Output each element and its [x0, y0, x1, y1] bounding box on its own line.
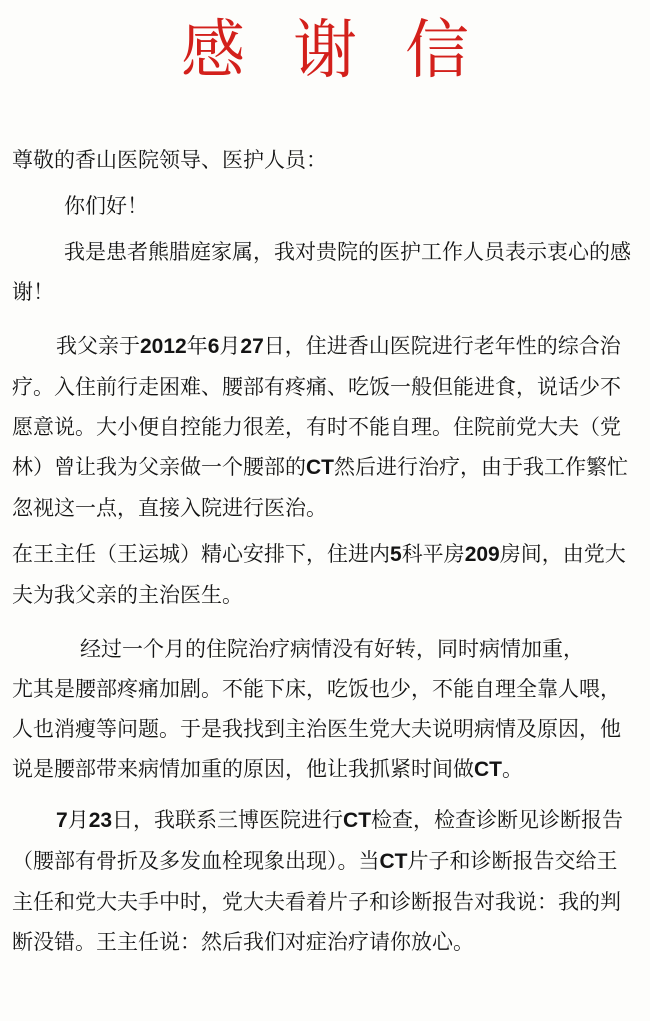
letter-title: 感谢信 — [181, 14, 517, 88]
para2-year: 2012 — [140, 335, 187, 358]
para2-text-4: 日，住进香山医院进行老年性的综合治疗。入住前行走困难、腰部有疼痛、吃饭一般但能进食，说话少不愿意说。大小便自控能力很差，有时不能自理。住院前党大夫（党林）曾让我为父亲做一个腰部的 — [12, 334, 621, 479]
para5-text-1: 月 — [67, 808, 89, 832]
para3-room: 209 — [464, 543, 500, 566]
paragraph-thanks: 我是患者熊腊庭家属，我对贵院的医护工作人员表示衷心的感谢！ — [12, 240, 631, 304]
para3-dept: 5 — [390, 543, 402, 566]
para2-text-5: 然后进行治疗，由于我工作繁忙忽视这一点，直接入院进行医治。 — [12, 455, 628, 520]
para4-text-1: 尤其是腰部疼痛加剧。不能下床，吃饭也少，不能自理全靠人喂，人也消瘦等问题。于是我找到主治医生党大夫说明病情及原因，他说是腰部带来病情加重的原因，他让我抓紧时间做 — [12, 677, 621, 781]
para2-text-2: 年 — [186, 334, 208, 358]
salutation: 尊敬的香山医院领导、医护人员： — [12, 148, 327, 172]
greeting: 你们好！ — [64, 194, 148, 218]
para5-month: 7 — [56, 809, 68, 832]
para5-ct-2: CT — [379, 850, 408, 873]
para2-day: 27 — [240, 335, 264, 358]
paragraph-condition — [12, 669, 638, 790]
para5-text-2: 日，我联系三博医院进行 — [112, 808, 344, 832]
para2-text-1: 我父亲于 — [56, 334, 140, 358]
para2-month: 6 — [207, 335, 220, 358]
para2-ct: CT — [306, 456, 334, 479]
paragraph-admission — [12, 326, 638, 528]
paragraph-arrangement — [12, 534, 638, 615]
para5-text-4: 片子和诊断报告交给王主任和党大夫手中时，党大夫看着片子和诊断报告对我说：我的判断没错。王主任说：然后我们对症治疗请你放心。 — [12, 849, 621, 954]
para5-text-3: 检查，检查诊断见诊断报告（腰部有骨折及多发血栓现象出现）。当 — [12, 808, 624, 873]
paragraph-diagnosis — [12, 800, 638, 962]
para3-text-2: 科平房 — [401, 542, 465, 566]
para3-text-1: 在王主任（王运城）精心安排下，住进内 — [12, 542, 390, 566]
para4-ct: CT — [474, 758, 502, 781]
para3-text-3: 房间，由党大夫为我父亲的主治医生。 — [12, 542, 626, 607]
letter-body — [12, 140, 638, 962]
para2-text-3: 月 — [219, 334, 241, 358]
para4-text-2: 。 — [502, 757, 523, 781]
para5-day: 23 — [88, 809, 113, 832]
paragraph-condition-line1: 经过一个月的住院治疗病情没有好转，同时病情加重， — [80, 637, 584, 661]
para5-ct-1: CT — [343, 809, 372, 832]
